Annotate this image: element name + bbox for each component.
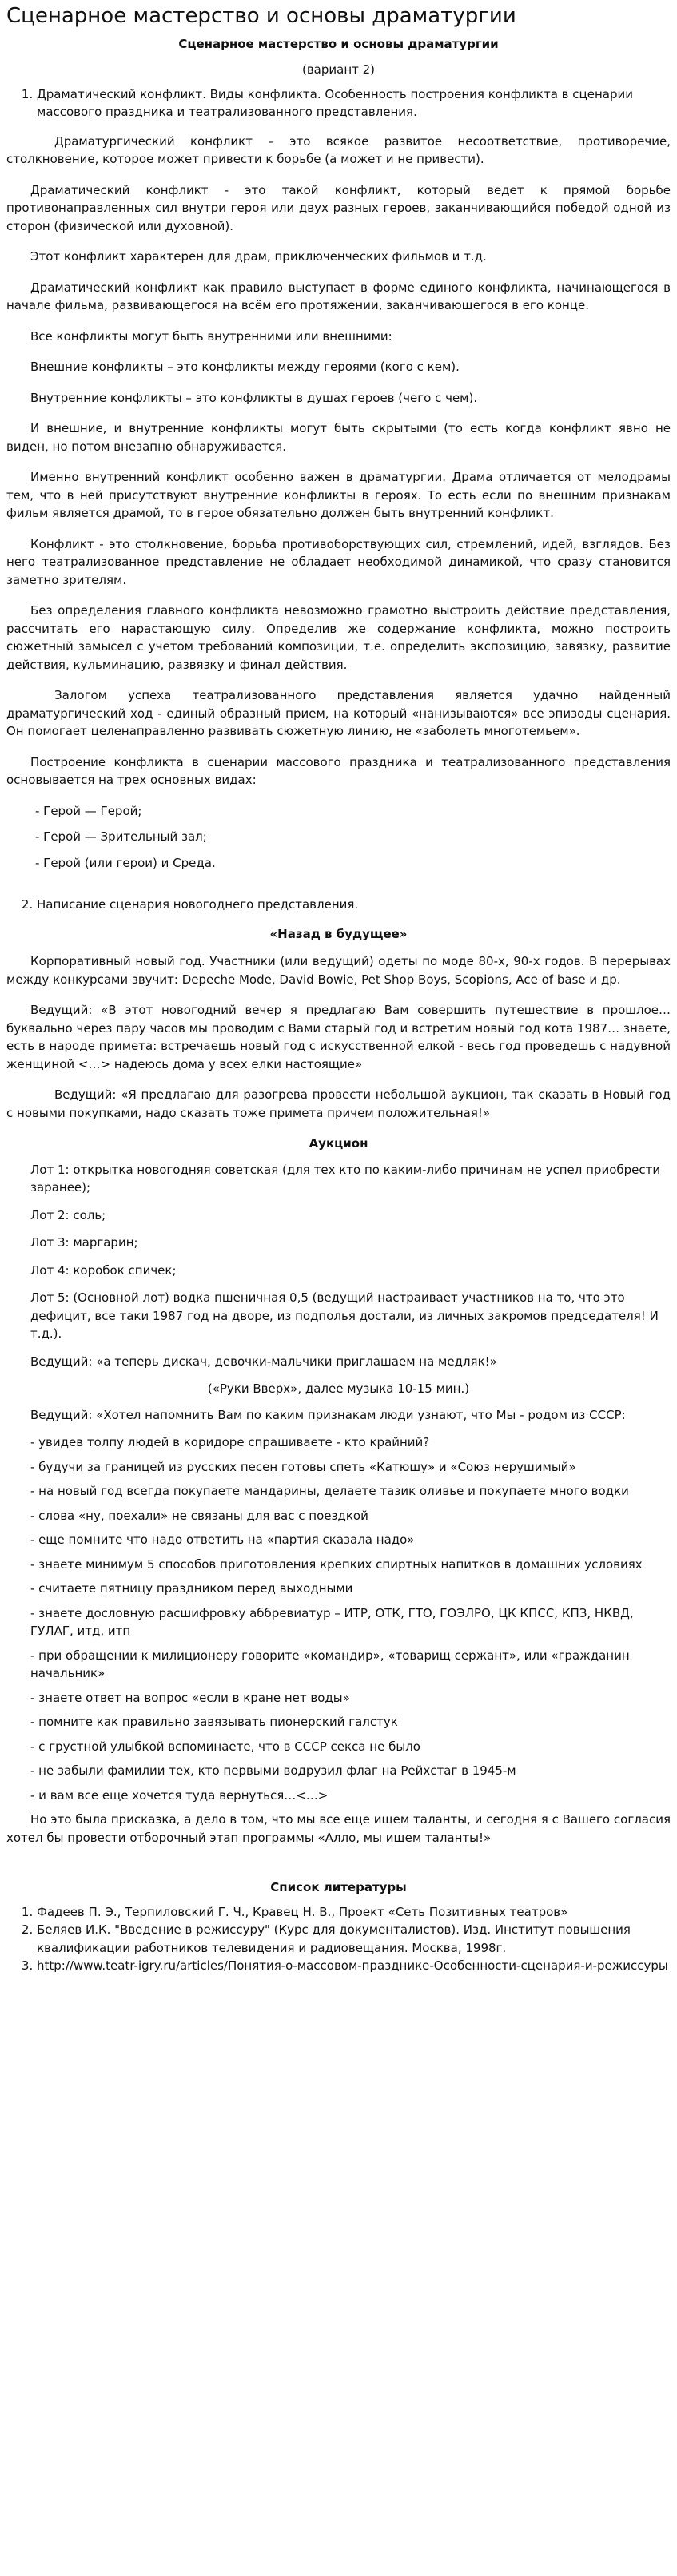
section-2-list: [6, 896, 671, 914]
ussr-sign: - и вам все еще хочется туда вернуться…<…>: [30, 1787, 329, 1803]
reference-url[interactable]: http://www.teatr-igry.ru/articles/Понятия-о-массовом-празднике-Особенности-сценария-и-режиссуры: [37, 1958, 668, 1974]
section-1-heading: 1. Драматический конфликт. Виды конфликта. Особенность построения конфликта в сценарии массового праздника и театрализованного представления.: [37, 85, 671, 121]
references-list: [6, 1903, 671, 1975]
paragraph: Внутренние конфликты – это конфликты в душах героев (чего с чем).: [30, 390, 478, 405]
reference-item: 2. Беляев И.К. "Введение в режиссуру" (Курс для документалистов). Изд. Институт повышения квалификации работников телевидения и радиовещания. Москва, 1998г.: [37, 1921, 671, 1957]
ussr-sign: - еще помните что надо ответить на «партия сказала надо»: [30, 1532, 415, 1548]
stage-note: («Руки Вверх», далее музыка 10-15 мин.): [207, 1381, 470, 1397]
script-title: «Назад в будущее»: [269, 926, 408, 941]
section-1-list: [6, 85, 671, 121]
auction-title: Аукцион: [309, 1136, 368, 1151]
paragraph: Залогом успеха театрализованного представления является удачно найденный драматургический ход - единый образный прием, на который «нанизываются» все эпизоды сценария. Он помогает целенаправленно развивать сюжетную линию, не «заболеть многотемьем».: [6, 688, 671, 739]
references-title: Список литературы: [270, 1880, 407, 1895]
paragraph: Построение конфликта в сценарии массового праздника и театрализованного представления основывается на трех основных видах:: [6, 754, 671, 788]
paragraph: Корпоративный новый год. Участники (или ведущий) одеты по моде 80-х, 90-х годов. В перерывах между конкурсами звучит: Depeche Mode, David Bowie, Pet Shop Boys, Scopions, Ace of base и др.: [6, 954, 671, 987]
ussr-sign: - на новый год всегда покупаете мандарины, делаете тазик оливье и покупаете много водки: [30, 1484, 629, 1499]
document-title: Сценарное мастерство и основы драматургии: [6, 4, 516, 28]
host-line: Ведущий: «Хотел напомнить Вам по каким признакам люди узнают, что Мы - родом из СССР:: [30, 1407, 626, 1422]
paragraph: Внешние конфликты – это конфликты между героями (кого с кем).: [30, 360, 460, 375]
reference-item: 1. Фадеев П. Э., Терпиловский Г. Ч., Кравец Н. В., Проект «Сеть Позитивных театров»: [37, 1903, 671, 1922]
document-subtitle: Сценарное мастерство и основы драматургии: [178, 36, 499, 51]
ussr-sign: - с грустной улыбкой вспоминаете, что в СССР секса не было: [30, 1739, 420, 1754]
paragraph: Именно внутренний конфликт особенно важен в драматургии. Драма отличается от мелодрамы тем, что в ней присутствуют внутренние конфликты в героях. То есть если по внешним признакам фильм является драмой, то в герое обязательно должен быть внутренний конфликт.: [6, 470, 671, 521]
paragraph: И внешние, и внутренние конфликты могут быть скрытыми (то есть когда конфликт явно не виден, но потом внезапно обнаруживается.: [6, 421, 671, 454]
section-2-heading: 2. Написание сценария новогоднего представления.: [37, 896, 671, 914]
paragraph: Драматический конфликт как правило выступает в форме единого конфликта, начинающегося в начале фильма, развивающегося на всём его протяжении, заканчивающегося в его конце.: [6, 280, 671, 313]
conflict-kind: - Герой — Зрительный зал;: [35, 829, 207, 845]
ussr-sign: - знаете ответ на вопрос «если в кране нет воды»: [30, 1690, 350, 1705]
paragraph: Драматургический конфликт – это всякое развитое несоответствие, противоречие, столкновение, которое может привести к борьбе (а может и не привести).: [6, 133, 671, 167]
ussr-sign: - помните как правильно завязывать пионерский галстук: [30, 1715, 398, 1730]
conflict-kind: - Герой (или герои) и Среда.: [35, 855, 216, 870]
auction-lot: Лот 1: открытка новогодняя советская (для тех кто по каким-либо причинам не успел приобрести заранее);: [30, 1162, 661, 1195]
reference-link[interactable]: [37, 1957, 671, 1975]
paragraph: Но это была присказка, а дело в том, что мы все еще ищем таланты, и сегодня я с Вашего согласия хотел бы провести отборочный этап программы «Алло, мы ищем таланты!»: [6, 1812, 671, 1845]
paragraph: Конфликт - это столкновение, борьба противоборствующих сил, стремлений, идей, взглядов. Без него театрализованное представление не обладает необходимой динамикой, что сразу становится заметно зрителям.: [6, 536, 671, 587]
conflict-kind: - Герой — Герой;: [35, 803, 142, 818]
paragraph: Без определения главного конфликта невозможно грамотно выстроить действие представления, рассчитать его нарастающую силу. Определив же содержание конфликта, можно построить сюжетный замысел с учетом требований композиции, т.е. определить экспозицию, завязку, развитие действия, кульминацию, развязку и финал действия.: [6, 603, 671, 672]
host-line: Ведущий: «Я предлагаю для разогрева провести небольшой аукцион, так сказать в Новый год с новыми покупками, надо сказать тоже примета причем положительная!»: [6, 1087, 671, 1120]
auction-lot: Лот 5: (Основной лот) водка пшеничная 0,5 (ведущий настраивает участников на то, что это дефицит, все таки 1987 год на дворе, из подполья достали, из личных закромов председателя! И т.д.).: [30, 1290, 659, 1342]
auction-lot: Лот 3: маргарин;: [30, 1235, 138, 1250]
ussr-sign: - считаете пятницу праздником перед выходными: [30, 1581, 353, 1596]
ussr-sign: - будучи за границей из русских песен готовы спеть «Катюшу» и «Союз нерушимый»: [30, 1459, 576, 1474]
auction-lot: Лот 2: соль;: [30, 1207, 106, 1222]
auction-lot: Лот 4: коробок спичек;: [30, 1262, 177, 1278]
paragraph: Драматический конфликт - это такой конфликт, который ведет к прямой борьбе противонаправленных сил внутри героя или двух разных героев, заканчивающийся победой одной из сторон (физической или духовной).: [6, 182, 671, 233]
ussr-sign: - при обращении к милиционеру говорите «командир», «товарищ сержант», или «гражданин начальник»: [30, 1648, 630, 1681]
ussr-sign: - увидев толпу людей в коридоре спрашиваете - кто крайний?: [30, 1435, 430, 1450]
ussr-sign: - не забыли фамилии тех, кто первыми водрузил флаг на Рейхстаг в 1945-м: [30, 1763, 516, 1779]
paragraph: Этот конфликт характерен для драм, приключенческих фильмов и т.д.: [30, 249, 487, 264]
host-line: Ведущий: «а теперь дискач, девочки-мальчики приглашаем на медляк!»: [30, 1354, 497, 1369]
paragraph: Все конфликты могут быть внутренними или внешними:: [30, 328, 392, 344]
ussr-sign: - знаете минимум 5 способов приготовления крепких спиртных напитков в домашних условиях: [30, 1556, 643, 1572]
variant-label: (вариант 2): [301, 62, 376, 78]
host-line: Ведущий: «В этот новогодний вечер я предлагаю Вам совершить путешествие в прошлое… буквально через пару часов мы проводим с Вами старый год и встретим новый год кота 1987… знаете, есть в народе примета: встречаешь новый год с искусственной елкой - весь год проведешь с надувной женщиной <…> надеюсь дома у всех елки настоящие»: [6, 1003, 671, 1071]
ussr-sign: - слова «ну, поехали» не связаны для вас с поездкой: [30, 1508, 368, 1523]
ussr-sign: - знаете дословную расшифровку аббревиатур – ИТР, ОТК, ГТО, ГОЭЛРО, ЦК КПСС, КПЗ, НКВД, ГУЛАГ, итд, итп: [30, 1605, 634, 1639]
